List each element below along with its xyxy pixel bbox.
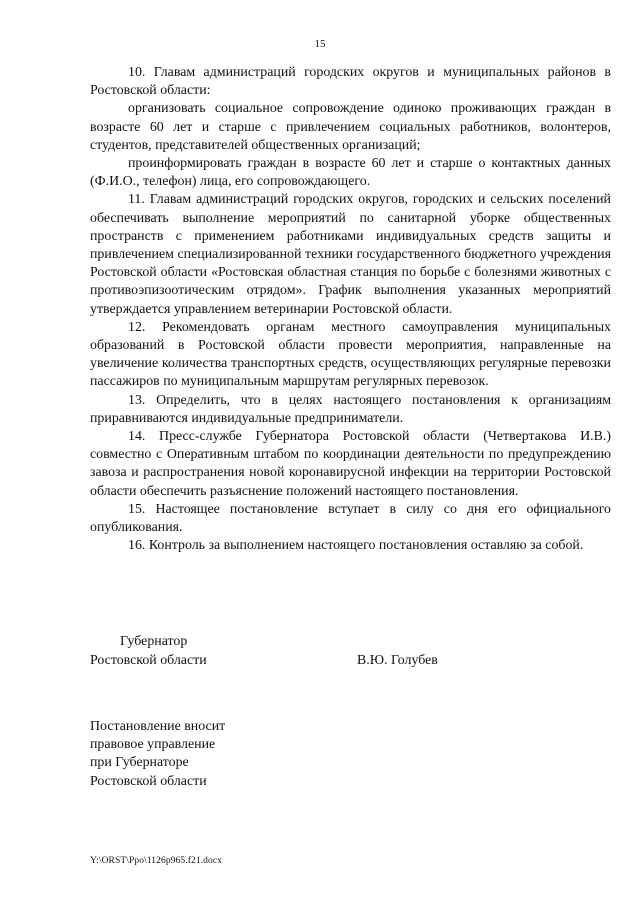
submitted-by-line-3: при Губернаторе [90, 755, 189, 771]
paragraph-10-item-1: организовать социальное сопровождение одиноко проживающих граждан в возрасте 60 лет и старше с привлечением социальных работников, волонтеров, студентов, представителей общественных организаций; [90, 101, 611, 153]
signatory-region: Ростовской области [90, 653, 207, 668]
signatory-title: Губернатор [120, 634, 188, 649]
document-body [90, 64, 611, 555]
paragraph-11: 11. Главам администраций городских округов, городских и сельских поселений обеспечивать выполнение мероприятий по санитарной уборке общественных пространств с применением работниками индивидуальных средств защиты и привлечением специализированной техники государственного бюджетного учреждения Ростовской области «Ростовская областная станция по борьбе с болезнями животных с противоэпизоотическим отрядом». График выполнения указанных мероприятий утверждается управлением ветеринарии Ростовской области. [90, 192, 611, 317]
submitted-by-note [90, 718, 350, 791]
page-number: 15 [314, 38, 326, 50]
paragraph-10: 10. Главам администраций городских округов и муниципальных районов в Ростовской области: [90, 65, 611, 99]
submitted-by-line-1: Постановление вносит [90, 719, 226, 734]
paragraph-16: 16. Контроль за выполнением настоящего постановления оставляю за собой. [128, 538, 584, 554]
paragraph-13: 13. Определить, что в целях настоящего постановления к организациям приравниваются индивидуальные предприниматели. [90, 392, 611, 426]
paragraph-10-item-2: проинформировать граждан в возрасте 60 лет и старше о контактных данных (Ф.И.О., телефон) лица, его сопровождающего. [90, 156, 611, 190]
signature-block [90, 632, 470, 668]
paragraph-15: 15. Настоящее постановление вступает в силу со дня его официального опубликования. [90, 501, 611, 536]
submitted-by-line-4: Ростовской области [90, 773, 207, 789]
signatory-name: В.Ю. Голубев [357, 653, 438, 668]
paragraph-12: 12. Рекомендовать органам местного самоуправления муниципальных образований в Ростовской области провести мероприятия, направленные на увеличение количества транспортных средств, осуществляющих регулярные перевозки пассажиров по муниципальным маршрутам регулярных перевозок. [90, 319, 611, 390]
file-path: Y:\ORST\Ppo\1126p965.f21.docx [90, 856, 223, 866]
paragraph-14: 14. Пресс-службе Губернатора Ростовской области (Четвертакова И.В.) совместно с Оперативным штабом по координации деятельности по предупреждению завоза и распространения новой коронавирусной инфекции на территории Ростовской области обеспечить разъяснение положений настоящего постановления. [90, 429, 611, 499]
submitted-by-line-2: правовое управление [90, 737, 216, 753]
